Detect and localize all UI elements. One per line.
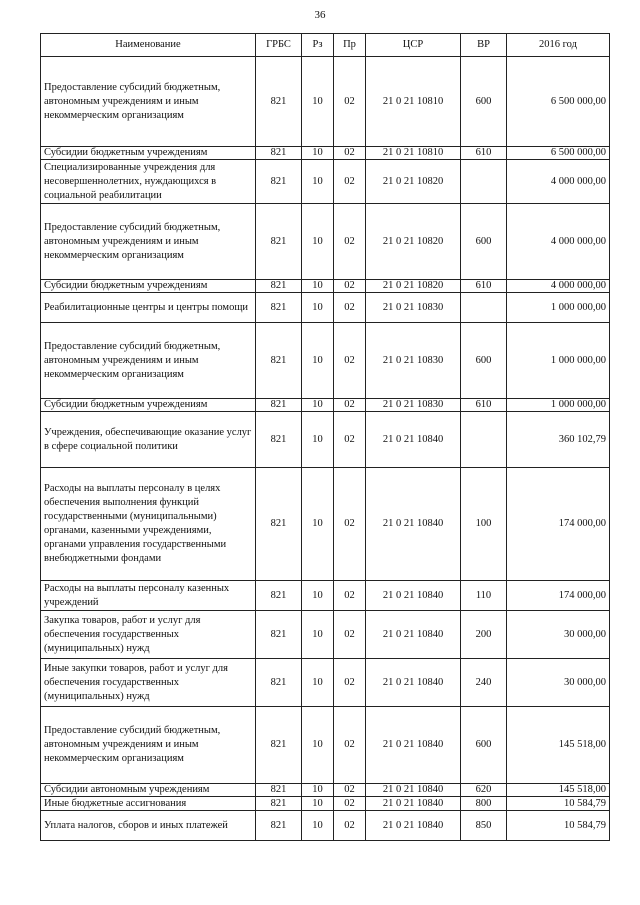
cell-name: Закупка товаров, работ и услуг для обеспечения государственных (муниципальных) нужд (41, 611, 256, 659)
cell-amount: 145 518,00 (507, 784, 610, 797)
table-row (41, 204, 610, 280)
cell-vr: 240 (461, 659, 507, 707)
cell-grbs: 821 (256, 468, 302, 581)
cell-pr: 02 (334, 659, 366, 707)
cell-pr: 02 (334, 204, 366, 280)
cell-name: Специализированные учреждения для несовершеннолетних, нуждающихся в социальной реабилитации (41, 160, 256, 204)
cell-vr: 800 (461, 797, 507, 811)
page-number: 36 (314, 9, 326, 21)
cell-rz: 10 (302, 811, 334, 841)
cell-csr: 21 0 21 10830 (366, 323, 461, 399)
cell-grbs: 821 (256, 581, 302, 611)
cell-pr: 02 (334, 293, 366, 323)
cell-grbs: 821 (256, 280, 302, 293)
cell-csr: 21 0 21 10820 (366, 204, 461, 280)
table-row (41, 399, 610, 412)
cell-amount: 4 000 000,00 (507, 280, 610, 293)
table-row (41, 160, 610, 204)
cell-pr: 02 (334, 468, 366, 581)
column-header-rz: Рз (302, 34, 334, 57)
cell-amount: 360 102,79 (507, 412, 610, 468)
cell-amount: 30 000,00 (507, 659, 610, 707)
table-row (41, 412, 610, 468)
table-row (41, 293, 610, 323)
cell-csr: 21 0 21 10840 (366, 811, 461, 841)
cell-pr: 02 (334, 581, 366, 611)
column-header-vr: ВР (461, 34, 507, 57)
cell-pr: 02 (334, 797, 366, 811)
cell-pr: 02 (334, 811, 366, 841)
cell-grbs: 821 (256, 659, 302, 707)
cell-grbs: 821 (256, 797, 302, 811)
cell-vr: 100 (461, 468, 507, 581)
cell-rz: 10 (302, 468, 334, 581)
table-row (41, 147, 610, 160)
cell-vr (461, 293, 507, 323)
cell-grbs: 821 (256, 323, 302, 399)
cell-pr: 02 (334, 399, 366, 412)
cell-pr: 02 (334, 57, 366, 147)
cell-csr: 21 0 21 10840 (366, 797, 461, 811)
cell-name: Предоставление субсидий бюджетным, автономным учреждениям и иным некоммерческим организациям (41, 707, 256, 784)
cell-csr: 21 0 21 10840 (366, 581, 461, 611)
cell-grbs: 821 (256, 707, 302, 784)
cell-vr: 610 (461, 399, 507, 412)
cell-vr: 610 (461, 280, 507, 293)
cell-pr: 02 (334, 323, 366, 399)
cell-amount: 145 518,00 (507, 707, 610, 784)
cell-name: Предоставление субсидий бюджетным, автономным учреждениям и иным некоммерческим организациям (41, 323, 256, 399)
cell-grbs: 821 (256, 293, 302, 323)
cell-pr: 02 (334, 147, 366, 160)
cell-vr: 850 (461, 811, 507, 841)
cell-vr: 610 (461, 147, 507, 160)
cell-grbs: 821 (256, 784, 302, 797)
cell-csr: 21 0 21 10830 (366, 293, 461, 323)
cell-csr: 21 0 21 10840 (366, 412, 461, 468)
cell-vr: 110 (461, 581, 507, 611)
cell-amount: 174 000,00 (507, 581, 610, 611)
cell-name: Субсидии бюджетным учреждениям (41, 280, 256, 293)
cell-amount: 4 000 000,00 (507, 160, 610, 204)
cell-csr: 21 0 21 10840 (366, 611, 461, 659)
cell-pr: 02 (334, 412, 366, 468)
cell-name: Уплата налогов, сборов и иных платежей (41, 811, 256, 841)
cell-rz: 10 (302, 399, 334, 412)
cell-pr: 02 (334, 160, 366, 204)
table-row (41, 468, 610, 581)
cell-rz: 10 (302, 57, 334, 147)
cell-amount: 1 000 000,00 (507, 293, 610, 323)
cell-vr: 600 (461, 57, 507, 147)
cell-name: Субсидии бюджетным учреждениям (41, 399, 256, 412)
cell-amount: 10 584,79 (507, 797, 610, 811)
cell-name: Иные закупки товаров, работ и услуг для обеспечения государственных (муниципальных) нужд (41, 659, 256, 707)
table-row (41, 784, 610, 797)
cell-csr: 21 0 21 10840 (366, 659, 461, 707)
cell-csr: 21 0 21 10820 (366, 280, 461, 293)
cell-vr: 200 (461, 611, 507, 659)
cell-grbs: 821 (256, 57, 302, 147)
table-row (41, 57, 610, 147)
table-row (41, 659, 610, 707)
cell-pr: 02 (334, 784, 366, 797)
cell-rz: 10 (302, 611, 334, 659)
cell-rz: 10 (302, 784, 334, 797)
cell-pr: 02 (334, 280, 366, 293)
cell-pr: 02 (334, 707, 366, 784)
cell-vr: 600 (461, 707, 507, 784)
column-header-grbs: ГРБС (256, 34, 302, 57)
cell-rz: 10 (302, 581, 334, 611)
table-row (41, 280, 610, 293)
cell-vr: 600 (461, 204, 507, 280)
cell-csr: 21 0 21 10840 (366, 784, 461, 797)
cell-name: Иные бюджетные ассигнования (41, 797, 256, 811)
cell-pr: 02 (334, 611, 366, 659)
cell-rz: 10 (302, 293, 334, 323)
cell-name: Предоставление субсидий бюджетным, автономным учреждениям и иным некоммерческим организациям (41, 57, 256, 147)
cell-rz: 10 (302, 147, 334, 160)
cell-vr (461, 160, 507, 204)
cell-grbs: 821 (256, 611, 302, 659)
cell-rz: 10 (302, 412, 334, 468)
cell-csr: 21 0 21 10820 (366, 160, 461, 204)
cell-amount: 1 000 000,00 (507, 399, 610, 412)
table-row (41, 811, 610, 841)
table-row (41, 611, 610, 659)
cell-rz: 10 (302, 323, 334, 399)
cell-vr: 600 (461, 323, 507, 399)
cell-grbs: 821 (256, 204, 302, 280)
cell-name: Предоставление субсидий бюджетным, автономным учреждениям и иным некоммерческим организациям (41, 204, 256, 280)
cell-name: Реабилитационные центры и центры помощи (41, 293, 256, 323)
cell-rz: 10 (302, 659, 334, 707)
column-header-csr: ЦСР (366, 34, 461, 57)
column-header-pr: Пр (334, 34, 366, 57)
cell-grbs: 821 (256, 160, 302, 204)
table-header-row (41, 34, 610, 57)
cell-amount: 174 000,00 (507, 468, 610, 581)
cell-amount: 1 000 000,00 (507, 323, 610, 399)
budget-table (40, 33, 610, 841)
cell-name: Расходы на выплаты персоналу казенных учреждений (41, 581, 256, 611)
cell-csr: 21 0 21 10840 (366, 468, 461, 581)
cell-csr: 21 0 21 10810 (366, 57, 461, 147)
cell-amount: 30 000,00 (507, 611, 610, 659)
cell-rz: 10 (302, 280, 334, 293)
cell-amount: 4 000 000,00 (507, 204, 610, 280)
table-row (41, 707, 610, 784)
column-header-name: Наименование (41, 34, 256, 57)
cell-grbs: 821 (256, 811, 302, 841)
table-row (41, 581, 610, 611)
cell-amount: 6 500 000,00 (507, 147, 610, 160)
cell-name: Субсидии автономным учреждениям (41, 784, 256, 797)
cell-amount: 10 584,79 (507, 811, 610, 841)
cell-grbs: 821 (256, 399, 302, 412)
cell-grbs: 821 (256, 147, 302, 160)
cell-rz: 10 (302, 204, 334, 280)
cell-name: Субсидии бюджетным учреждениям (41, 147, 256, 160)
cell-vr (461, 412, 507, 468)
cell-amount: 6 500 000,00 (507, 57, 610, 147)
table-row (41, 323, 610, 399)
cell-csr: 21 0 21 10830 (366, 399, 461, 412)
cell-grbs: 821 (256, 412, 302, 468)
table-row (41, 797, 610, 811)
cell-rz: 10 (302, 160, 334, 204)
cell-csr: 21 0 21 10810 (366, 147, 461, 160)
cell-csr: 21 0 21 10840 (366, 707, 461, 784)
cell-rz: 10 (302, 707, 334, 784)
column-header-year: 2016 год (507, 34, 610, 57)
cell-name: Расходы на выплаты персоналу в целях обеспечения выполнения функций государственными (муниципальными) органами, казенными учреждениями, органами управления государственными внебюджетными фондами (41, 468, 256, 581)
cell-rz: 10 (302, 797, 334, 811)
cell-vr: 620 (461, 784, 507, 797)
cell-name: Учреждения, обеспечивающие оказание услуг в сфере социальной политики (41, 412, 256, 468)
